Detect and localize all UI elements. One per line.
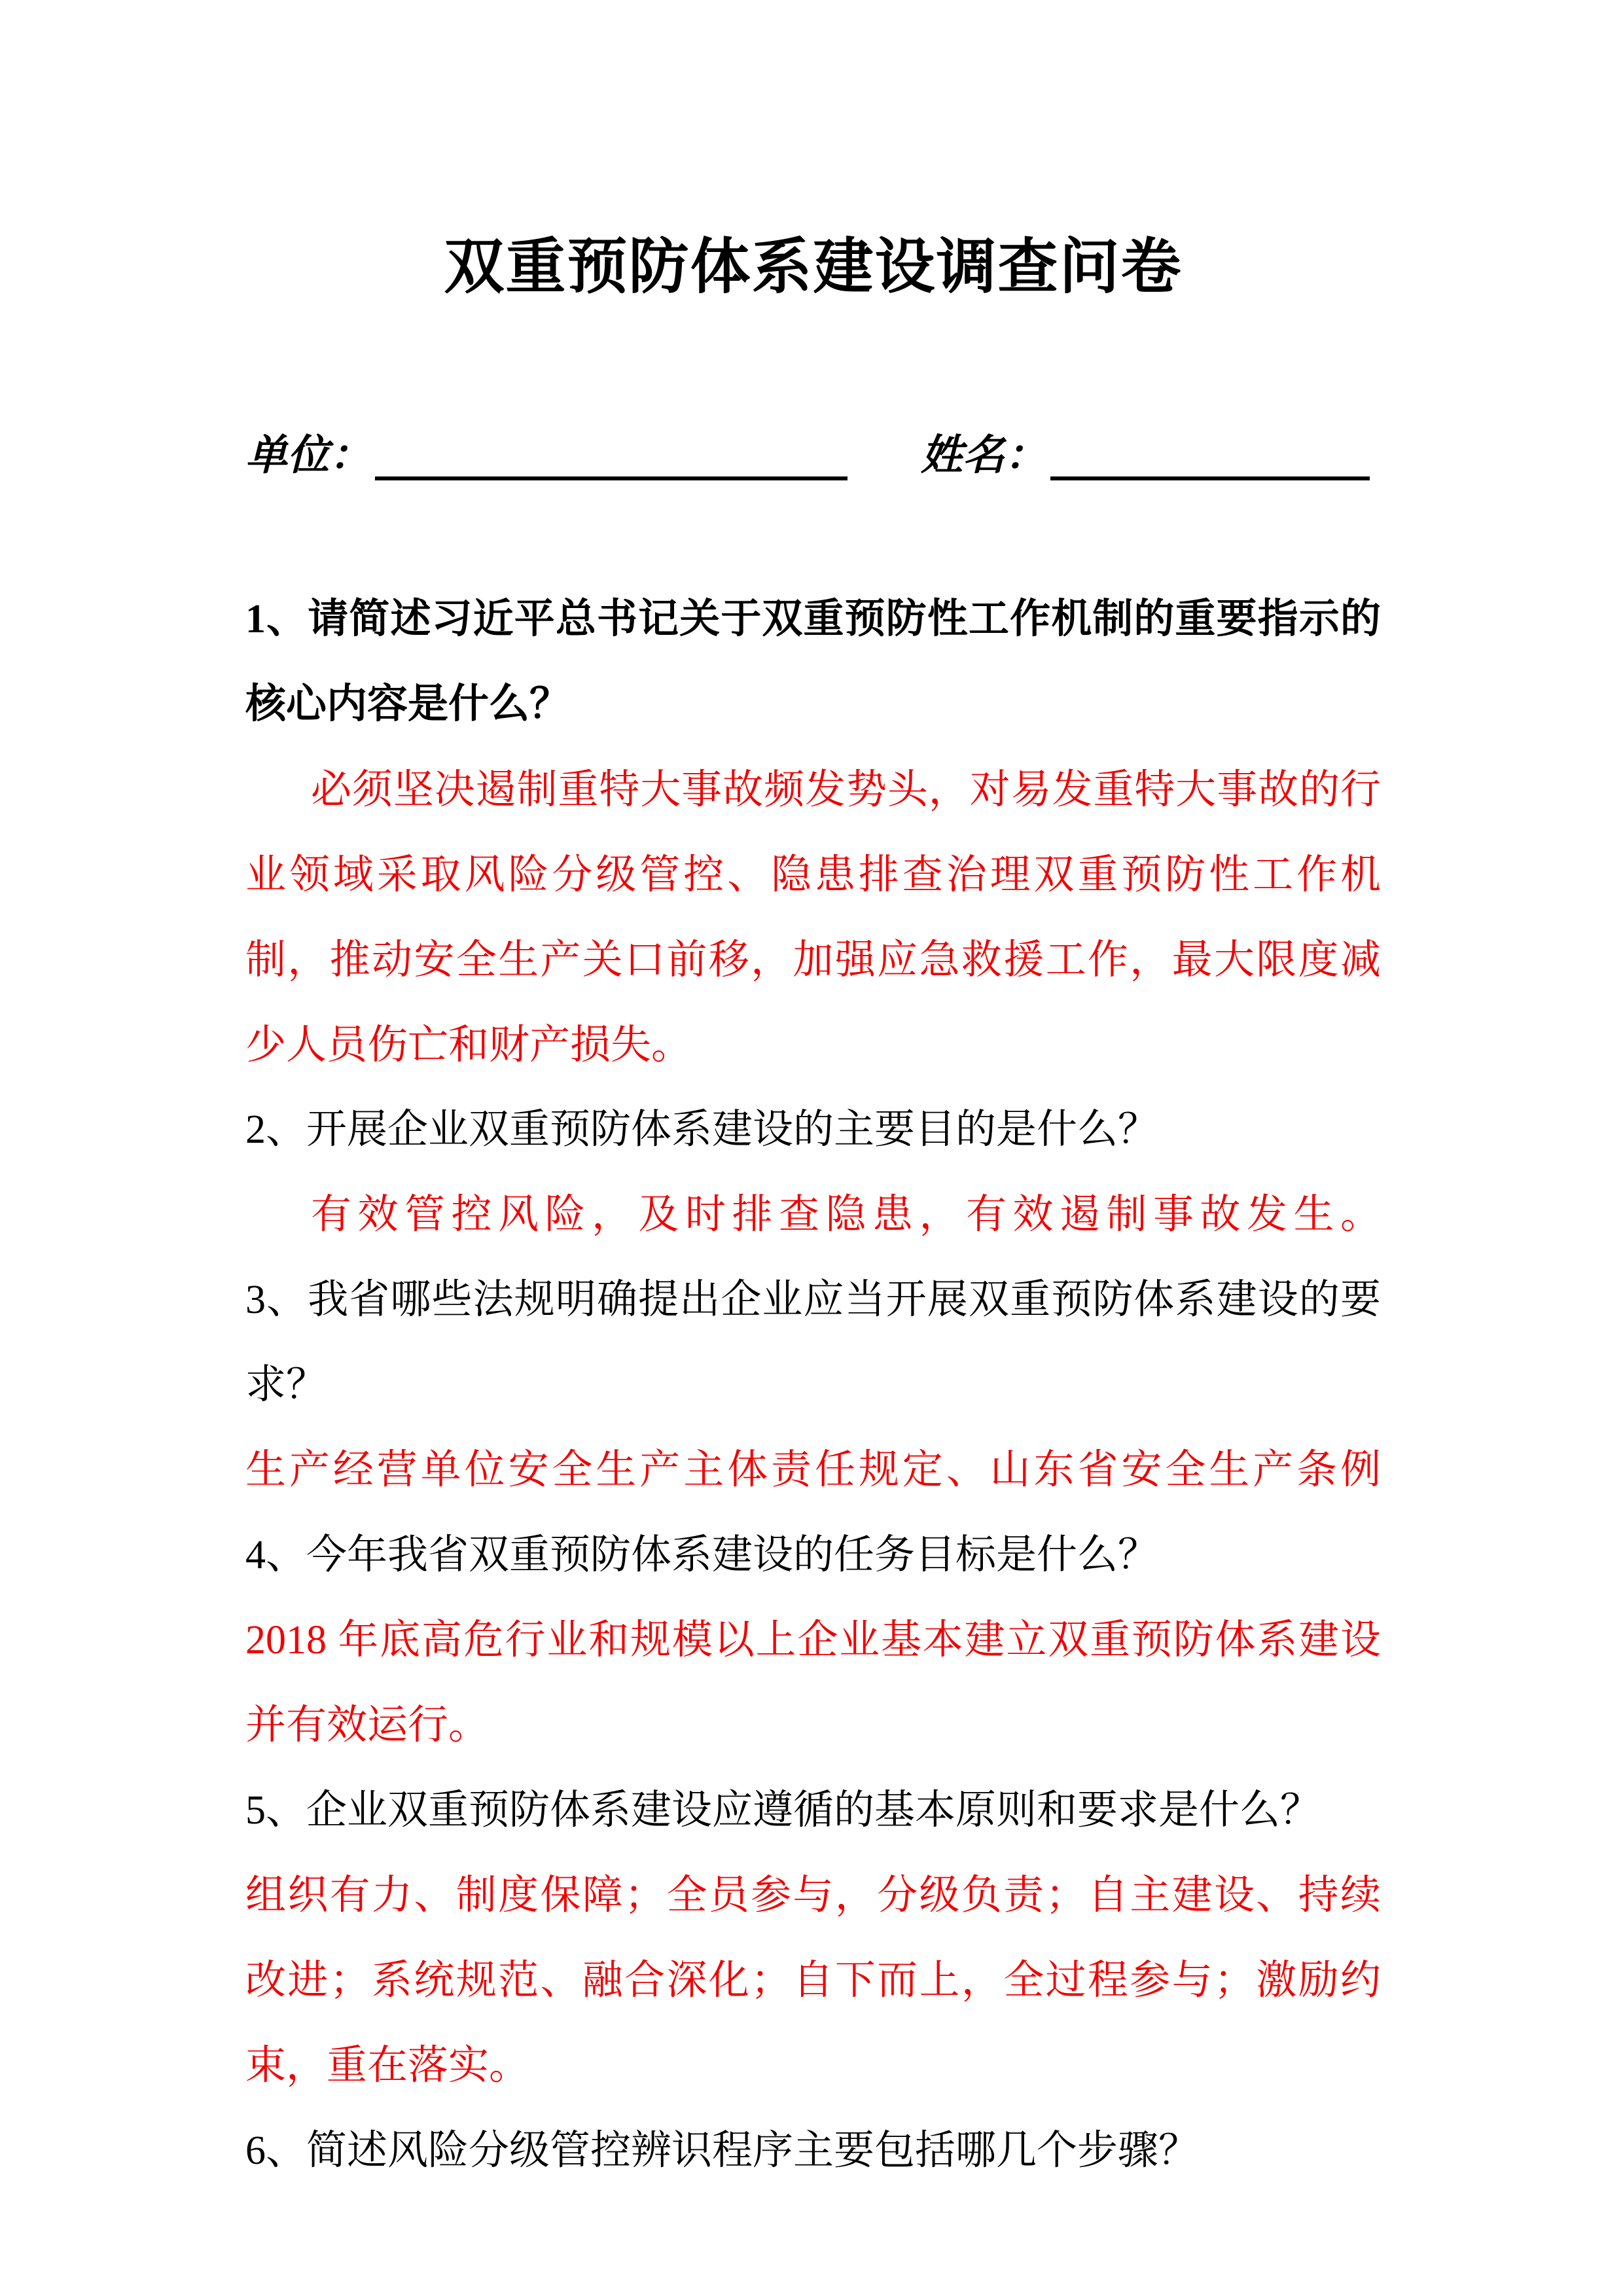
answer-3: 生产经营单位安全生产主体责任规定、山东省安全生产条例 — [245, 1448, 1381, 1492]
answer-1: 必须坚决遏制重特大事故频发势头，对易发重特大事故的行业领域采取风险分级管控、隐患排查治理双重预防性工作机制，推动安全生产关口前移，加强应急救援工作，最大限度减少人员伤亡和财产损失。 — [245, 765, 1381, 1068]
document-content — [245, 0, 1381, 2193]
answer-2: 有效管控风险，及时排查隐患，有效遏制事故发生。 — [311, 1193, 1381, 1237]
question-2: 2、开展企业双重预防体系建设的主要目的是什么？ — [245, 1107, 1159, 1152]
unit-blank-field — [375, 423, 847, 480]
answer-4: 2018 年底高危行业和规模以上企业基本建立双重预防体系建设并有效运行。 — [245, 1618, 1381, 1748]
question-4: 4、今年我省双重预防体系建设的任务目标是什么？ — [245, 1533, 1159, 1577]
question-5: 5、企业双重预防体系建设应遵循的基本原则和要求是什么？ — [245, 1788, 1321, 1833]
name-blank-field — [1050, 423, 1370, 480]
question-6: 6、简述风险分级管控辨识程序主要包括哪几个步骤？ — [245, 2128, 1200, 2173]
qa-body — [245, 577, 1381, 2193]
question-3: 3、我省哪些法规明确提出企业应当开展双重预防体系建设的要求？ — [245, 1278, 1381, 1407]
question-1: 1、请简述习近平总书记关于双重预防性工作机制的重要指示的核心内容是什么？ — [245, 597, 1381, 726]
name-label: 姓名： — [921, 432, 1046, 478]
answer-5: 组织有力、制度保障；全员参与，分级负责；自主建设、持续改进；系统规范、融合深化；自下而上，全过程参与；激励约束，重在落实。 — [245, 1873, 1381, 2088]
unit-label: 单位： — [245, 432, 371, 478]
respondent-info-row — [245, 423, 1381, 495]
page-title: 双重预防体系建设调查问卷 — [444, 234, 1183, 300]
